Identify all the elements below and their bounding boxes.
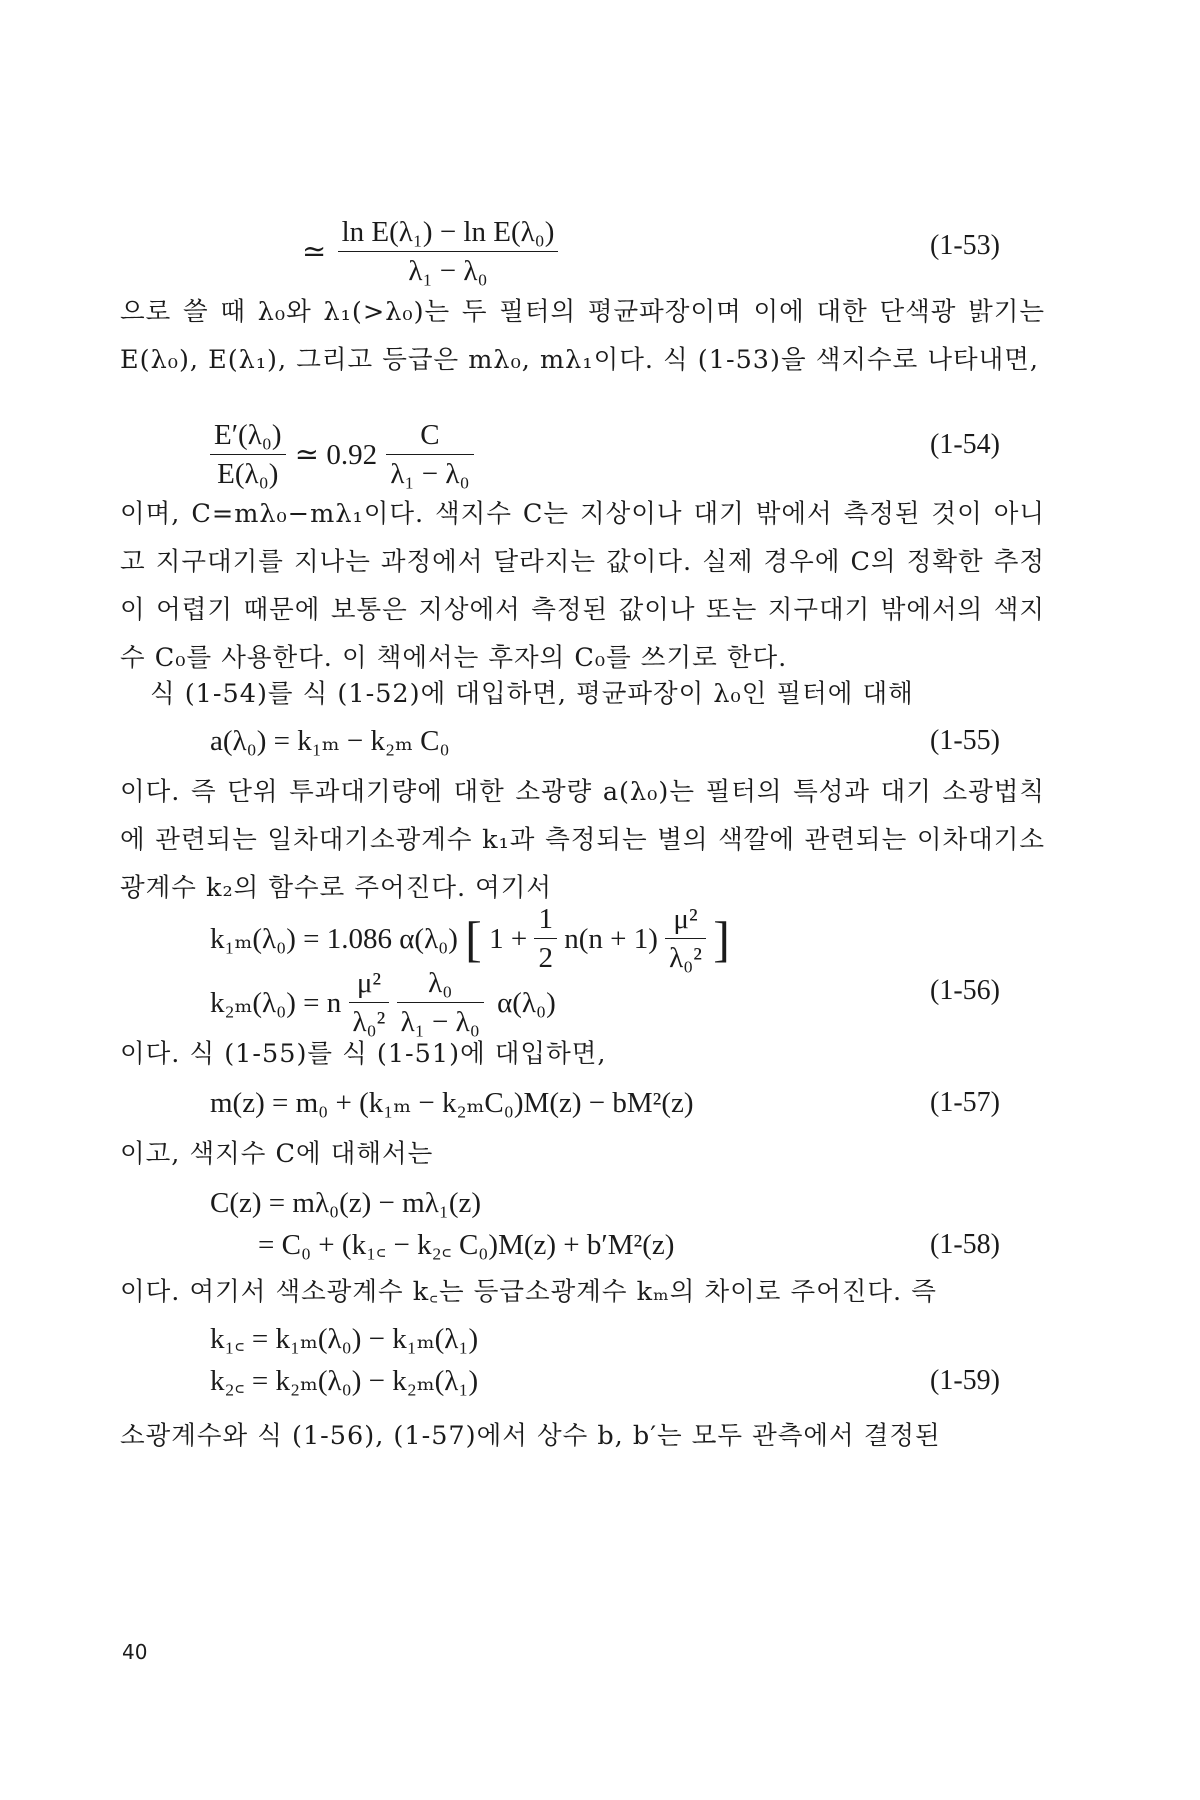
body-paragraph: 식 (1-54)를 식 (1-52)에 대입하면, 평균파장이 λ₀인 필터에 대해 <box>150 679 914 709</box>
denominator: λ₁ − λ₀ <box>400 1006 480 1038</box>
equation-body: a(λ₀) = k₁ₘ − k₂ₘ C₀ <box>210 725 450 757</box>
numerator: E′(λ₀) <box>210 418 286 455</box>
fraction <box>338 215 559 288</box>
equation-number: (1-57) <box>930 1087 1000 1118</box>
denominator: λ₀² <box>669 942 702 974</box>
fraction <box>534 902 557 975</box>
equation-term: 1 + <box>489 922 528 955</box>
fraction <box>665 902 706 975</box>
numerator: μ² <box>665 902 706 939</box>
open-bracket: [ <box>465 910 482 967</box>
equation-body: = C₀ + (k₁꜀ − k₂꜀ C₀)M(z) + b′M²(z) <box>258 1229 675 1261</box>
equation-1-56b <box>210 966 990 1036</box>
equation-term: n(n + 1) <box>564 922 658 955</box>
equation-number: (1-55) <box>930 725 1000 756</box>
equation-body: C(z) = mλ₀(z) − mλ₁(z) <box>210 1187 482 1219</box>
numerator: C <box>386 418 473 455</box>
body-paragraph: 소광계수와 식 (1-56), (1-57)에서 상수 b, b′는 모두 관측에서 결정된 <box>120 1421 941 1451</box>
page-number: 40 <box>122 1640 148 1664</box>
equation-number: (1-58) <box>930 1229 1000 1260</box>
denominator: E(λ₀) <box>217 458 279 490</box>
denominator: 2 <box>538 942 553 974</box>
equation-number: (1-54) <box>930 429 1000 460</box>
approx-coefficient: ≃ 0.92 <box>294 438 378 471</box>
denominator: λ₁ − λ₀ <box>408 255 488 287</box>
equation-lhs: k₂ₘ(λ₀) = n <box>210 986 342 1019</box>
denominator: λ₀² <box>352 1006 386 1038</box>
equation-number: (1-59) <box>930 1365 1000 1396</box>
denominator: λ₁ − λ₀ <box>390 458 470 490</box>
body-paragraph: 이고, 색지수 C에 대해서는 <box>120 1139 434 1169</box>
equation-body: m(z) = m₀ + (k₁ₘ − k₂ₘC₀)M(z) − bM²(z) <box>210 1087 694 1119</box>
fraction <box>210 418 286 491</box>
equation-number: (1-56) <box>930 975 1000 1006</box>
equation-number: (1-53) <box>930 230 1000 261</box>
approx-sign: ≃ <box>302 235 327 268</box>
body-paragraph: 이다. 즉 단위 투과대기량에 대한 소광량 a(λ₀)는 필터의 특성과 대기 소광법칙에 관련되는 일차대기소광계수 k₁과 측정되는 별의 색깔에 관련되는 이차대기소광계수 k₂의 함수로 주어진다. 여기서 <box>120 777 1045 903</box>
body-paragraph: 으로 쓸 때 λ₀와 λ₁(>λ₀)는 두 필터의 평균파장이며 이에 대한 단색광 밝기는 E(λ₀), E(λ₁), 그리고 등급은 mλ₀, mλ₁이다. 식 (1-53)을 색지수로 나타내면, <box>120 297 1045 375</box>
equation-1-56a <box>210 898 990 974</box>
fraction <box>397 966 484 1039</box>
fraction <box>349 966 390 1039</box>
numerator: λ₀ <box>397 966 484 1003</box>
close-bracket: ] <box>713 910 730 967</box>
body-paragraph: 이다. 여기서 색소광계수 k꜀는 등급소광계수 kₘ의 차이로 주어진다. 즉 <box>120 1277 937 1307</box>
numerator: ln E(λ₁) − ln E(λ₀) <box>338 215 559 252</box>
numerator: 1 <box>534 902 557 939</box>
body-paragraph: 이다. 식 (1-55)를 식 (1-51)에 대입하면, <box>120 1039 607 1069</box>
equation-body: k₂꜀ = k₂ₘ(λ₀) − k₂ₘ(λ₁) <box>210 1365 479 1397</box>
equation-1-54 <box>210 418 990 490</box>
numerator: μ² <box>349 966 390 1003</box>
body-paragraph: 이며, C=mλ₀−mλ₁이다. 색지수 C는 지상이나 대기 밖에서 측정된 것이 아니고 지구대기를 지나는 과정에서 달라지는 값이다. 실제 경우에 C의 정확한 추정이 어렵기 때문에 보통은 지상에서 측정된 값이나 또는 지구대기 밖에서의 색지수 C₀를 사용한다. 이 책에서는 후자의 C₀를 쓰기로 한다. <box>120 499 1045 673</box>
equation-lhs: k₁ₘ(λ₀) = 1.086 α(λ₀) <box>210 922 458 955</box>
fraction <box>386 418 473 491</box>
equation-body: k₁꜀ = k₁ₘ(λ₀) − k₁ₘ(λ₁) <box>210 1323 479 1355</box>
equation-1-53 <box>210 215 990 287</box>
equation-term: α(λ₀) <box>497 986 556 1019</box>
